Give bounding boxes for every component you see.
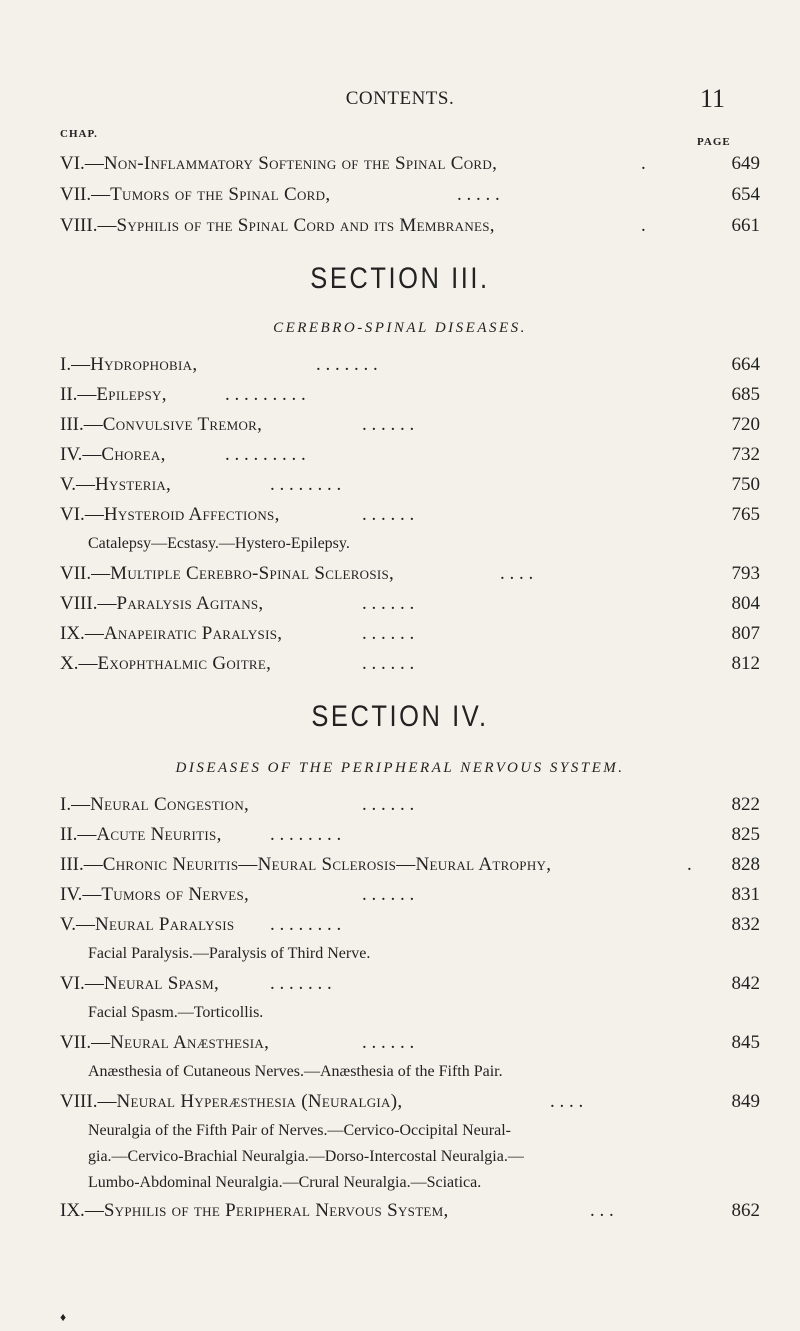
page-ref: 831	[731, 884, 760, 905]
page-ref: 862	[731, 1200, 760, 1221]
toc-entry: VI.—Neural Spasm, . . . . . . . 842	[60, 973, 760, 994]
page-ref: 822	[731, 794, 760, 815]
page-ref: 849	[731, 1091, 760, 1112]
subtopics: Facial Paralysis.—Paralysis of Third Nerve.	[88, 945, 371, 962]
subtopics: gia.—Cervico-Brachial Neuralgia.—Dorso-Intercostal Neuralgia.—	[88, 1148, 524, 1165]
toc-entry: VI.—Non-Inflammatory Softening of the Spinal Cord, . 649	[60, 153, 760, 174]
printer-mark: ♦	[60, 1310, 67, 1324]
toc-entry: III.—Chronic Neuritis—Neural Sclerosis—Neural Atrophy, . 828	[60, 854, 760, 875]
page-ref: 661	[731, 215, 760, 236]
section-title: SECTION III.	[310, 262, 490, 295]
page-ref: 842	[731, 973, 760, 994]
toc-entry: IV.—Chorea, . . . . . . . . . 732	[60, 444, 760, 465]
page-ref: 732	[731, 444, 760, 465]
toc-entry: V.—Neural Paralysis . . . . . . . . 832	[60, 914, 760, 935]
page-ref: 685	[731, 384, 760, 405]
toc-entry: II.—Epilepsy, . . . . . . . . . 685	[60, 384, 760, 405]
page-ref: 807	[731, 623, 760, 644]
page-ref: 812	[731, 653, 760, 674]
section-subtitle: CEREBRO-SPINAL DISEASES.	[273, 320, 527, 336]
page-ref: 654	[731, 184, 760, 205]
page-ref: 832	[731, 914, 760, 935]
page-ref: 825	[731, 824, 760, 845]
subtopics: Lumbo-Abdominal Neuralgia.—Crural Neuralgia.—Sciatica.	[88, 1174, 482, 1191]
page-ref: 845	[731, 1032, 760, 1053]
running-title: CONTENTS.	[345, 88, 455, 109]
toc-entry: VI.—Hysteroid Affections, . . . . . . 765	[60, 504, 760, 525]
toc-entry: VIII.—Paralysis Agitans, . . . . . . 804	[60, 593, 760, 614]
page-ref: 804	[731, 593, 760, 614]
section-subtitle: DISEASES OF THE PERIPHERAL NERVOUS SYSTEM.	[175, 760, 625, 776]
toc-entry: IX.—Syphilis of the Peripheral Nervous System, . . . 862	[60, 1200, 760, 1221]
subtopics: Anæsthesia of Cutaneous Nerves.—Anæsthesia of the Fifth Pair.	[88, 1063, 503, 1080]
toc-entry: V.—Hysteria, . . . . . . . . 750	[60, 474, 760, 495]
page-ref: 750	[731, 474, 760, 495]
toc-entry: IX.—Anapeiratic Paralysis, . . . . . . 807	[60, 623, 760, 644]
toc-entry: I.—Neural Congestion, . . . . . . 822	[60, 794, 760, 815]
toc-entry: IV.—Tumors of Nerves, . . . . . . 831	[60, 884, 760, 905]
page-number: 11	[700, 84, 726, 113]
toc-entry: VII.—Neural Anæsthesia, . . . . . . 845	[60, 1032, 760, 1053]
page-ref: 664	[731, 354, 760, 375]
toc-entry: X.—Exophthalmic Goitre, . . . . . . 812	[60, 653, 760, 674]
toc-entry: III.—Convulsive Tremor, . . . . . . 720	[60, 414, 760, 435]
page-label: PAGE	[697, 136, 731, 148]
page-ref: 765	[731, 504, 760, 525]
toc-entry: I.—Hydrophobia, . . . . . . . 664	[60, 354, 760, 375]
toc-entry: II.—Acute Neuritis, . . . . . . . . 825	[60, 824, 760, 845]
page-ref: 828	[731, 854, 760, 875]
page-ref: 649	[731, 153, 760, 174]
toc-entry: VII.—Multiple Cerebro-Spinal Sclerosis, . . . . 793	[60, 563, 760, 584]
toc-entry: VII.—Tumors of the Spinal Cord, . . . . . 654	[60, 184, 760, 205]
chap-label: CHAP.	[60, 128, 98, 140]
page-ref: 793	[731, 563, 760, 584]
subtopics: Facial Spasm.—Torticollis.	[88, 1004, 264, 1021]
toc-entry: VIII.—Neural Hyperæsthesia (Neuralgia), . . . . 849	[60, 1091, 760, 1112]
page-ref: 720	[731, 414, 760, 435]
section-title: SECTION IV.	[311, 700, 489, 733]
subtopics: Catalepsy—Ecstasy.—Hystero-Epilepsy.	[88, 535, 350, 552]
toc-entry: VIII.—Syphilis of the Spinal Cord and its Membranes, . 661	[60, 215, 760, 236]
subtopics: Neuralgia of the Fifth Pair of Nerves.—Cervico-Occipital Neural-	[88, 1122, 511, 1139]
